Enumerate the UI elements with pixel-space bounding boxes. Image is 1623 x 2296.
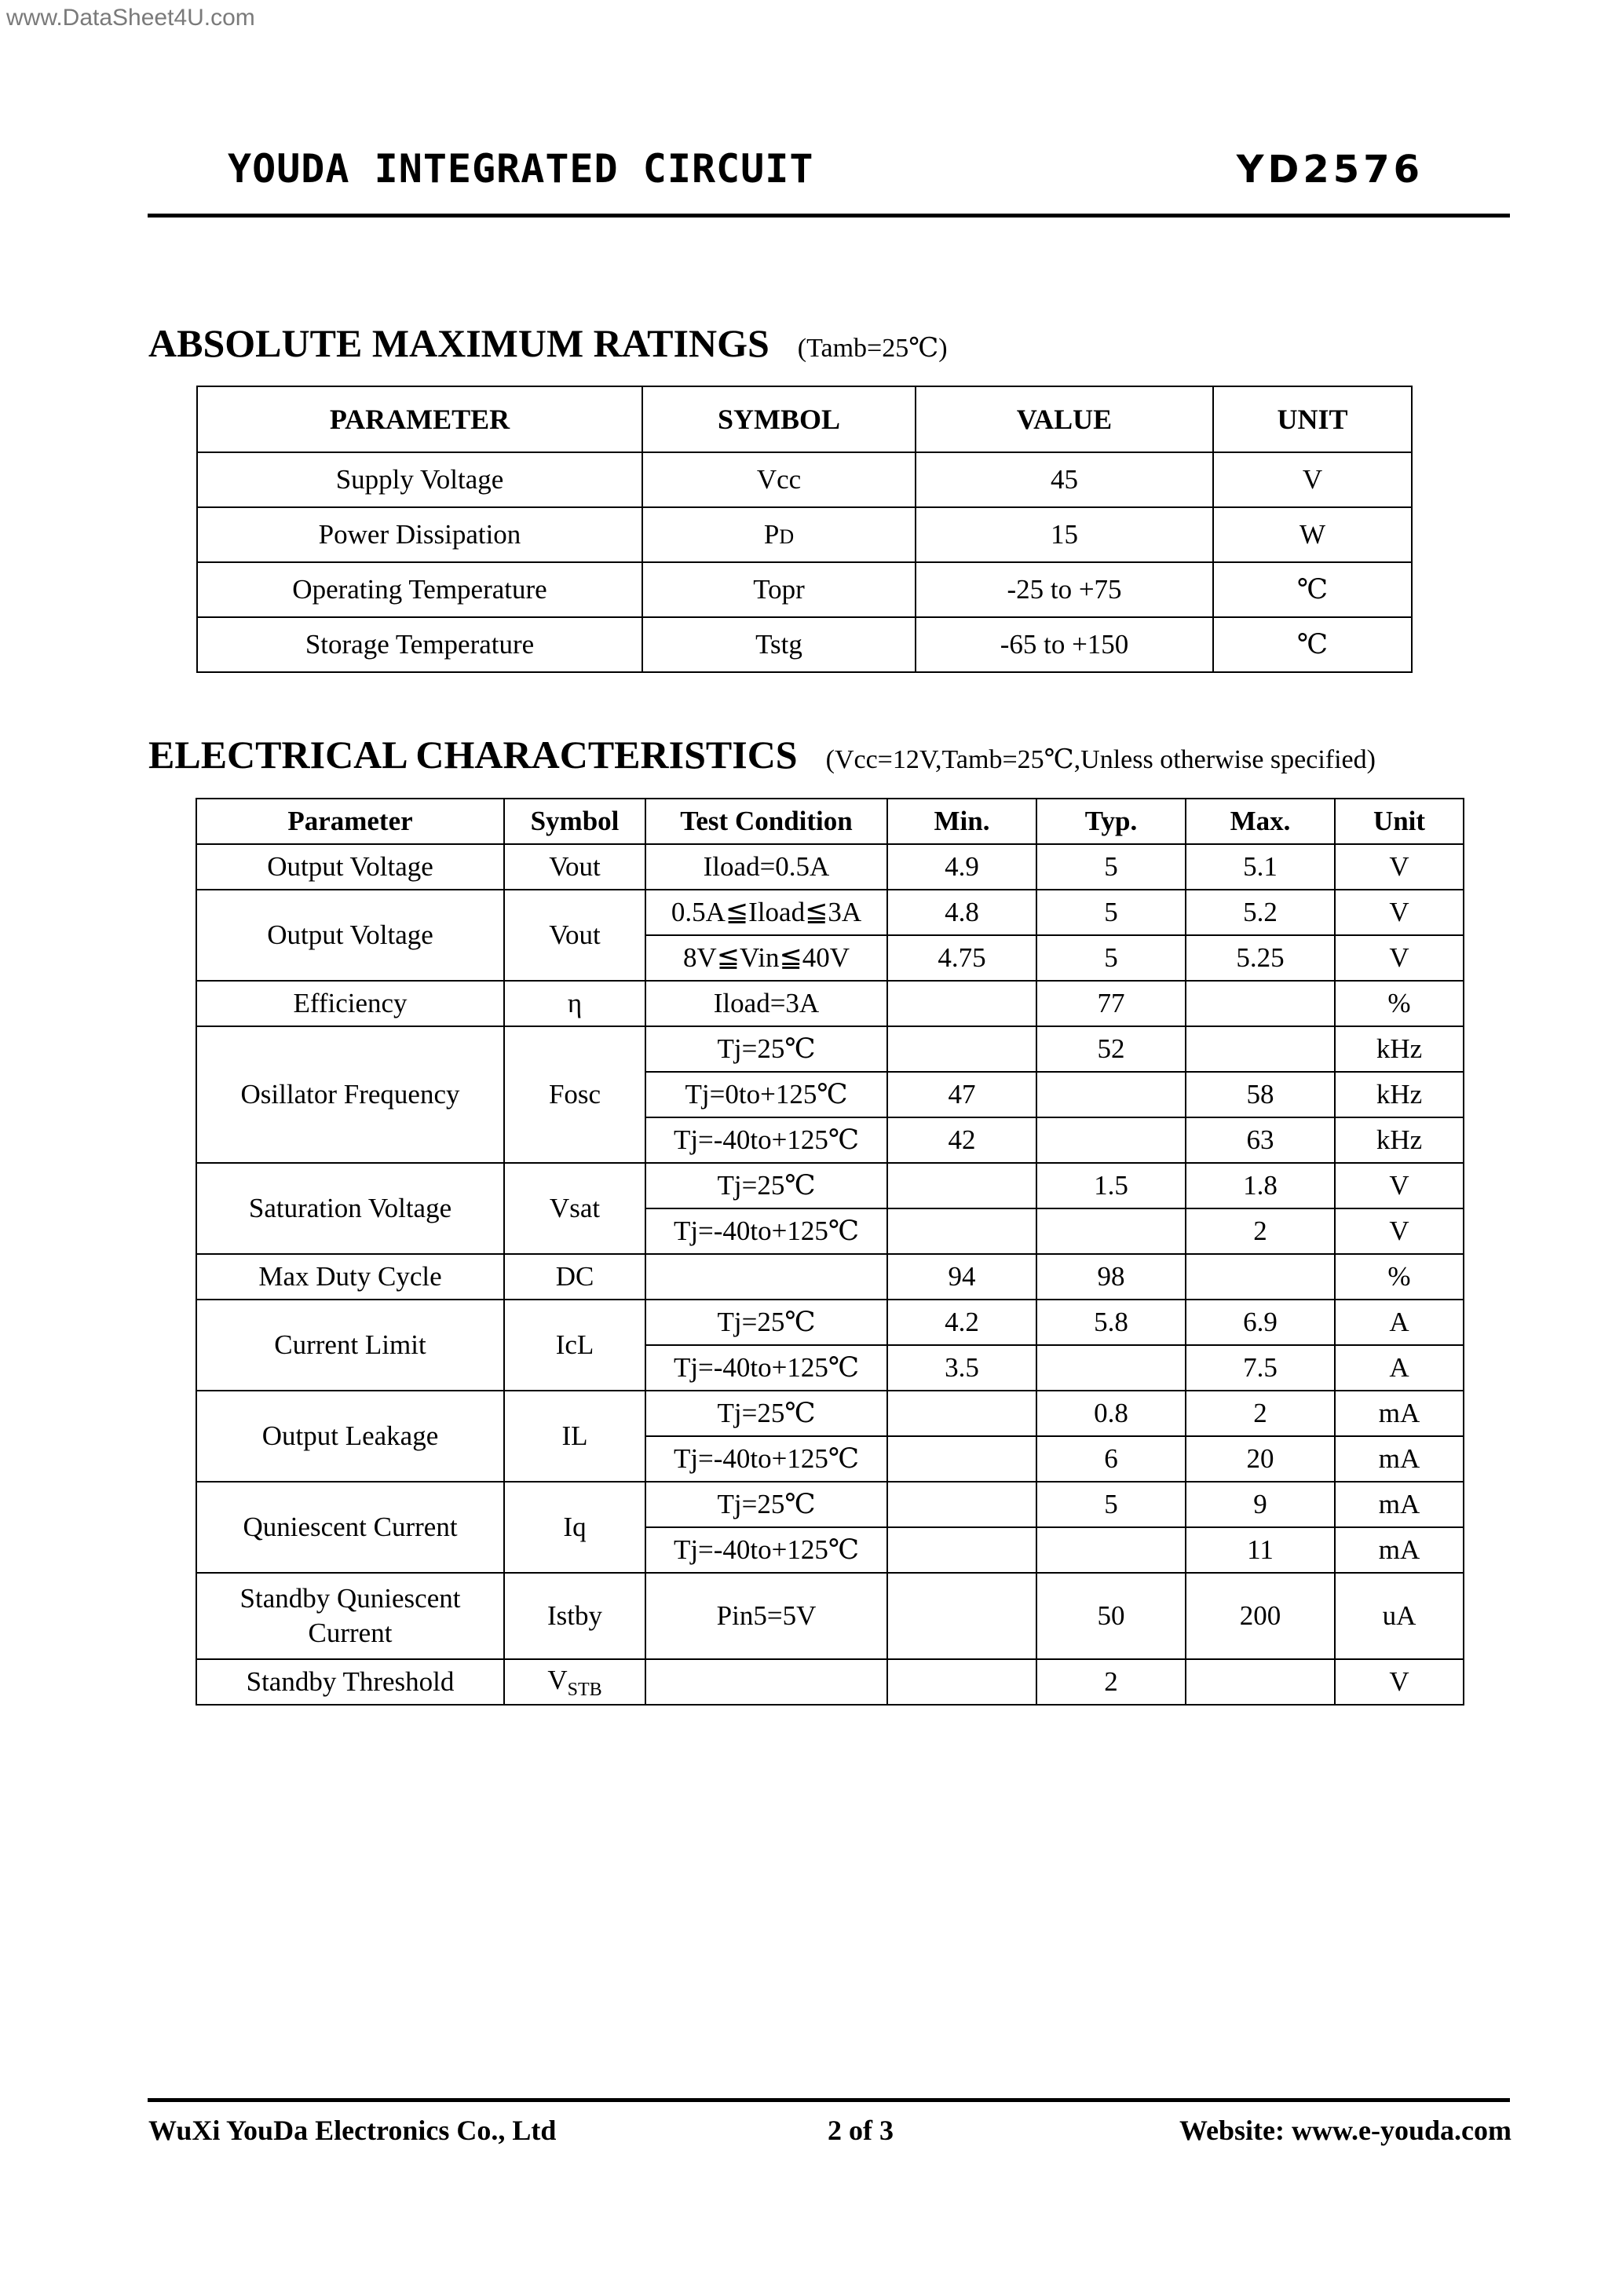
ec-min — [887, 1208, 1036, 1254]
ec-unit: mA — [1335, 1436, 1464, 1482]
ec-test-condition: Tj=25℃ — [645, 1300, 887, 1345]
ec-parameter: Current Limit — [196, 1300, 504, 1391]
ec-test-condition: Pin5=5V — [645, 1573, 887, 1659]
ec-min: 4.8 — [887, 890, 1036, 935]
ec-typ: 98 — [1036, 1254, 1186, 1300]
ec-unit: V — [1335, 890, 1464, 935]
ec-test-condition: Tj=25℃ — [645, 1026, 887, 1072]
ec-symbol: IL — [504, 1391, 645, 1482]
ec-symbol: Vsat — [504, 1163, 645, 1254]
ec-min — [887, 1527, 1036, 1573]
table-row — [197, 617, 1412, 672]
ec-symbol: Istby — [504, 1573, 645, 1659]
ec-test-condition: Tj=-40to+125℃ — [645, 1208, 887, 1254]
ec-unit: V — [1335, 935, 1464, 981]
ec-unit: mA — [1335, 1391, 1464, 1436]
ec-col-symbol: Symbol — [504, 799, 645, 844]
ec-typ: 77 — [1036, 981, 1186, 1026]
ec-test-condition: Tj=25℃ — [645, 1482, 887, 1527]
amr-cell: Power Dissipation — [197, 507, 642, 562]
amr-header-row — [197, 386, 1412, 452]
ec-symbol-base: V — [547, 1664, 568, 1695]
ec-typ: 50 — [1036, 1573, 1186, 1659]
amr-cell: ℃ — [1213, 562, 1412, 617]
ec-test-condition: Tj=-40to+125℃ — [645, 1527, 887, 1573]
ec-unit: V — [1335, 1659, 1464, 1705]
amr-col-unit: UNIT — [1213, 386, 1412, 452]
ec-max: 63 — [1186, 1117, 1335, 1163]
ec-col-test-condition: Test Condition — [645, 799, 887, 844]
table-row — [197, 507, 1412, 562]
ec-min: 4.9 — [887, 844, 1036, 890]
ec-unit: V — [1335, 844, 1464, 890]
ec-typ — [1036, 1345, 1186, 1391]
table-row — [196, 1300, 1464, 1345]
footer-page-number: 2 of 3 — [828, 2115, 894, 2146]
ec-max: 1.8 — [1186, 1163, 1335, 1208]
ec-min — [887, 981, 1036, 1026]
ec-typ — [1036, 1208, 1186, 1254]
ec-max: 2 — [1186, 1208, 1335, 1254]
ec-parameter: Osillator Frequency — [196, 1026, 504, 1163]
ec-typ: 5 — [1036, 844, 1186, 890]
ec-parameter: Standby Threshold — [196, 1659, 504, 1705]
ec-unit: % — [1335, 1254, 1464, 1300]
ec-test-condition — [645, 1254, 887, 1300]
ec-unit: kHz — [1335, 1072, 1464, 1117]
ec-unit: A — [1335, 1345, 1464, 1391]
ec-unit: kHz — [1335, 1026, 1464, 1072]
table-row — [196, 1254, 1464, 1300]
ec-test-condition: Tj=-40to+125℃ — [645, 1345, 887, 1391]
ec-unit: mA — [1335, 1482, 1464, 1527]
ec-unit: A — [1335, 1300, 1464, 1345]
ec-symbol: η — [504, 981, 645, 1026]
amr-col-symbol: SYMBOL — [642, 386, 916, 452]
ec-max: 5.25 — [1186, 935, 1335, 981]
ec-max — [1186, 1659, 1335, 1705]
ec-max: 6.9 — [1186, 1300, 1335, 1345]
ec-min: 3.5 — [887, 1345, 1036, 1391]
amr-cell: Tstg — [642, 617, 916, 672]
ec-max: 58 — [1186, 1072, 1335, 1117]
ec-heading — [148, 732, 1376, 777]
ec-unit: kHz — [1335, 1117, 1464, 1163]
table-row — [196, 1573, 1464, 1659]
amr-cell: Supply Voltage — [197, 452, 642, 507]
table-row — [196, 890, 1464, 935]
table-row — [196, 1163, 1464, 1208]
ec-max: 200 — [1186, 1573, 1335, 1659]
ec-max: 7.5 — [1186, 1345, 1335, 1391]
ec-unit: uA — [1335, 1573, 1464, 1659]
ec-parameter: Output Voltage — [196, 844, 504, 890]
ec-max: 11 — [1186, 1527, 1335, 1573]
ec-unit: V — [1335, 1163, 1464, 1208]
ec-col-typ: Typ. — [1036, 799, 1186, 844]
ec-note: (Vcc=12V,Tamb=25℃,Unless otherwise specified) — [825, 745, 1376, 774]
ec-test-condition: Tj=0to+125℃ — [645, 1072, 887, 1117]
ec-max: 5.1 — [1186, 844, 1335, 890]
ec-parameter: Efficiency — [196, 981, 504, 1026]
ec-max — [1186, 1026, 1335, 1072]
ec-unit: % — [1335, 981, 1464, 1026]
amr-cell: PD — [642, 507, 916, 562]
ec-col-unit: Unit — [1335, 799, 1464, 844]
amr-cell: Operating Temperature — [197, 562, 642, 617]
ec-test-condition: Tj=-40to+125℃ — [645, 1436, 887, 1482]
ec-max: 20 — [1186, 1436, 1335, 1482]
ec-typ: 6 — [1036, 1436, 1186, 1482]
ec-min: 42 — [887, 1117, 1036, 1163]
table-row — [196, 1659, 1464, 1705]
ec-symbol: Iq — [504, 1482, 645, 1573]
table-row — [196, 1391, 1464, 1436]
amr-cell: 45 — [916, 452, 1213, 507]
amr-cell: Topr — [642, 562, 916, 617]
ec-col-min: Min. — [887, 799, 1036, 844]
ec-max — [1186, 981, 1335, 1026]
ec-typ: 2 — [1036, 1659, 1186, 1705]
ec-max: 2 — [1186, 1391, 1335, 1436]
amr-body — [197, 452, 1412, 672]
table-row — [196, 981, 1464, 1026]
ec-body — [196, 844, 1464, 1705]
ec-typ — [1036, 1527, 1186, 1573]
ec-test-condition — [645, 1659, 887, 1705]
amr-cell: -25 to +75 — [916, 562, 1213, 617]
amr-cell: W — [1213, 507, 1412, 562]
header-rule — [148, 214, 1510, 218]
ec-min — [887, 1482, 1036, 1527]
table-row — [197, 562, 1412, 617]
ec-test-condition: Iload=0.5A — [645, 844, 887, 890]
ec-test-condition: 0.5A≦Iload≦3A — [645, 890, 887, 935]
ec-test-condition: Tj=25℃ — [645, 1391, 887, 1436]
ec-min — [887, 1391, 1036, 1436]
ec-typ — [1036, 1117, 1186, 1163]
ec-header-row — [196, 799, 1464, 844]
amr-cell: Vcc — [642, 452, 916, 507]
table-row — [197, 452, 1412, 507]
ec-symbol: IcL — [504, 1300, 645, 1391]
table-row — [196, 1026, 1464, 1072]
header-company: YOUDA INTEGRATED CIRCUIT — [228, 146, 814, 192]
ec-parameter: Saturation Voltage — [196, 1163, 504, 1254]
ec-min — [887, 1163, 1036, 1208]
amr-cell: -65 to +150 — [916, 617, 1213, 672]
footer-rule — [148, 2098, 1510, 2102]
table-row — [196, 844, 1464, 890]
ec-min — [887, 1436, 1036, 1482]
ec-test-condition: Iload=3A — [645, 981, 887, 1026]
ec-typ: 5 — [1036, 1482, 1186, 1527]
ec-typ: 0.8 — [1036, 1391, 1186, 1436]
ec-symbol: Vout — [504, 844, 645, 890]
amr-cell: 15 — [916, 507, 1213, 562]
ec-parameter: Quniescent Current — [196, 1482, 504, 1573]
ec-test-condition: Tj=25℃ — [645, 1163, 887, 1208]
header-part-number: YD2576 — [1236, 148, 1424, 192]
ec-symbol: DC — [504, 1254, 645, 1300]
ec-parameter: Max Duty Cycle — [196, 1254, 504, 1300]
ec-typ — [1036, 1072, 1186, 1117]
ec-symbol-subscript: STB — [567, 1679, 602, 1700]
ec-col-max: Max. — [1186, 799, 1335, 844]
amr-col-parameter: PARAMETER — [197, 386, 642, 452]
ec-typ: 5 — [1036, 935, 1186, 981]
ec-max: 9 — [1186, 1482, 1335, 1527]
ec-symbol: Fosc — [504, 1026, 645, 1163]
amr-cell: V — [1213, 452, 1412, 507]
ec-typ: 52 — [1036, 1026, 1186, 1072]
ec-test-condition: Tj=-40to+125℃ — [645, 1117, 887, 1163]
ec-test-condition: 8V≦Vin≦40V — [645, 935, 887, 981]
ec-min: 47 — [887, 1072, 1036, 1117]
footer-company: WuXi YouDa Electronics Co., Ltd — [148, 2115, 557, 2146]
ec-unit: mA — [1335, 1527, 1464, 1573]
ec-parameter: Output Leakage — [196, 1391, 504, 1482]
ec-table — [196, 798, 1464, 1706]
ec-min — [887, 1573, 1036, 1659]
amr-note: (Tamb=25℃) — [797, 334, 948, 363]
ec-min — [887, 1659, 1036, 1705]
table-row — [196, 1482, 1464, 1527]
amr-heading — [148, 320, 948, 366]
amr-table — [196, 386, 1413, 673]
amr-col-value: VALUE — [916, 386, 1213, 452]
ec-symbol — [504, 1659, 645, 1705]
amr-cell: Storage Temperature — [197, 617, 642, 672]
ec-parameter: Output Voltage — [196, 890, 504, 981]
ec-title: ELECTRICAL CHARACTERISTICS — [148, 733, 798, 777]
ec-symbol: Vout — [504, 890, 645, 981]
watermark-text: www.DataSheet4U.com — [6, 5, 255, 31]
ec-min: 4.75 — [887, 935, 1036, 981]
ec-unit: V — [1335, 1208, 1464, 1254]
ec-typ: 1.5 — [1036, 1163, 1186, 1208]
ec-col-parameter: Parameter — [196, 799, 504, 844]
ec-min: 4.2 — [887, 1300, 1036, 1345]
ec-max — [1186, 1254, 1335, 1300]
ec-min — [887, 1026, 1036, 1072]
footer-website: Website: www.e-youda.com — [1179, 2115, 1512, 2146]
ec-typ: 5.8 — [1036, 1300, 1186, 1345]
ec-parameter: Standby Quniescent Current — [196, 1573, 504, 1659]
ec-max: 5.2 — [1186, 890, 1335, 935]
amr-title: ABSOLUTE MAXIMUM RATINGS — [148, 321, 769, 365]
ec-typ: 5 — [1036, 890, 1186, 935]
amr-cell: ℃ — [1213, 617, 1412, 672]
ec-min: 94 — [887, 1254, 1036, 1300]
